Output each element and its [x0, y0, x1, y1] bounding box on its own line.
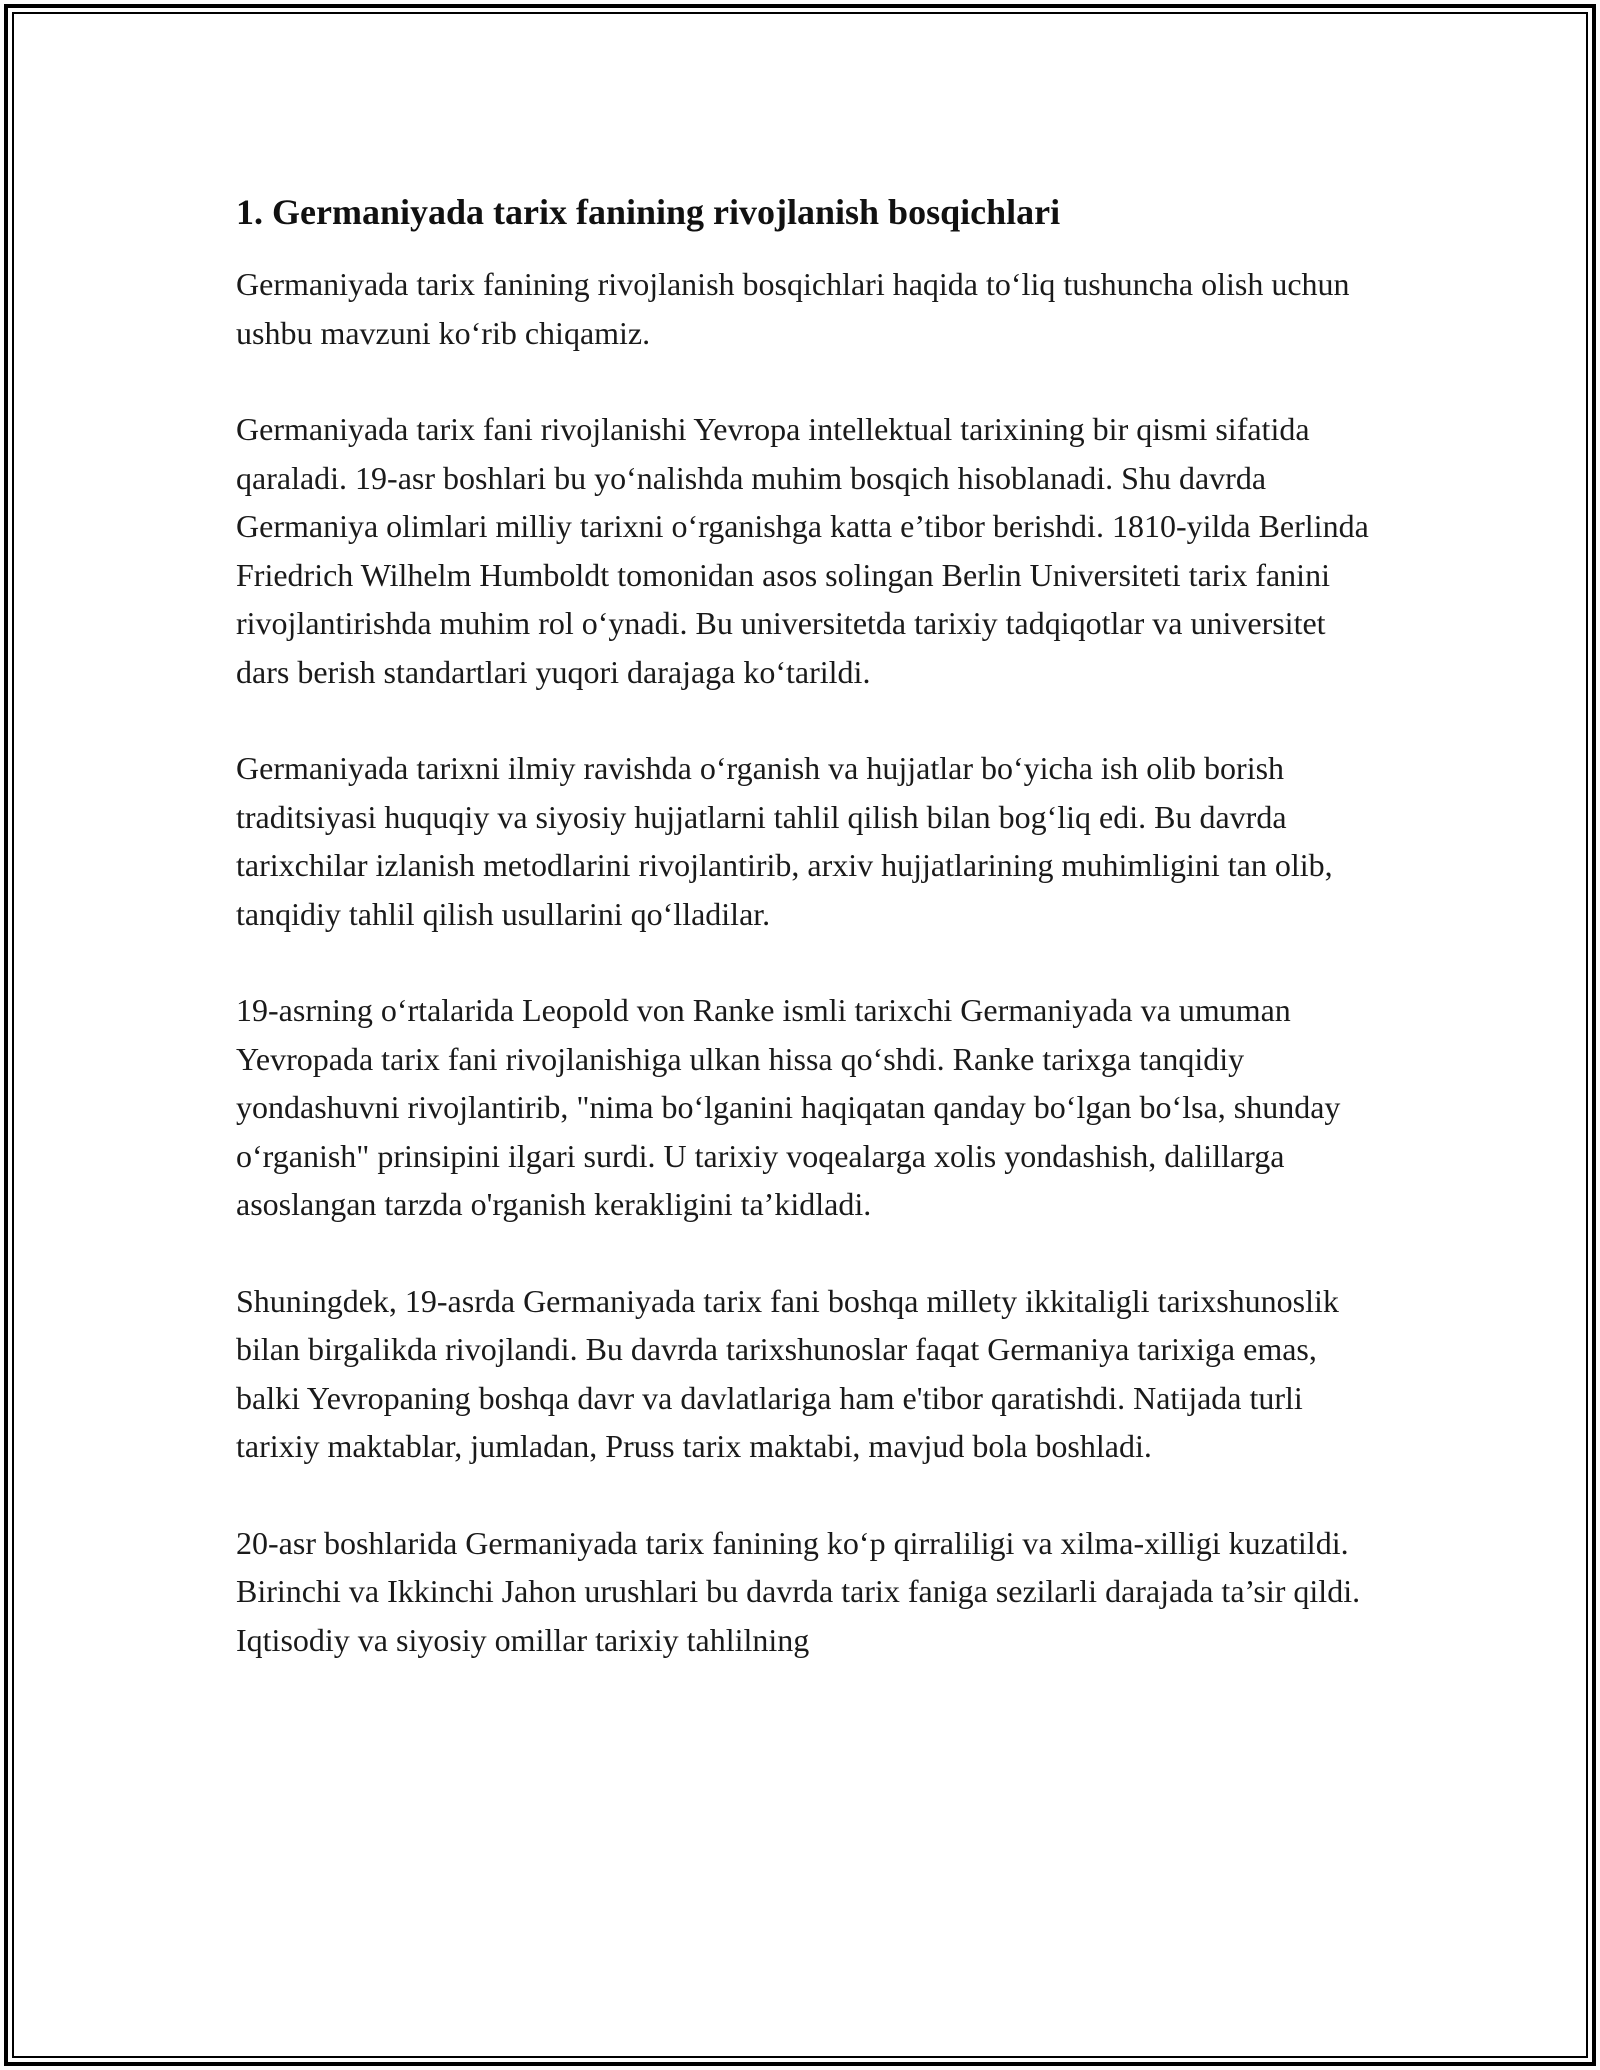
paragraph-intro: Germaniyada tarix fanining rivojlanish bosqichlari haqida to‘liq tushuncha olish uchun ushbu mavzuni ko‘rib chiqamiz.	[236, 266, 1350, 351]
paragraph-20th-century: 20-asr boshlarida Germaniyada tarix fanining ko‘p qirraliligi va xilma-xilligi kuzatildi. Birinchi va Ikkinchi Jahon urushlari bu davrda tarix faniga sezilarli darajada ta’sir qildi. Iqtisodiy va siyosiy omillar tarixiy tahlilning	[236, 1524, 1361, 1658]
paragraph-ranke: 19-asrning o‘rtalarida Leopold von Ranke ismli tarixchi Germaniyada va umuman Yevropada tarix fani rivojlanishiga ulkan hissa qo‘shdi. Ranke tarixga tanqidiy yondashuvni rivojlantirib, "nima bo‘lganini haqiqatan qanday bo‘lgan bo‘lsa, shunday o‘rganish" prinsipini ilgari surdi. U tarixiy voqealarga xolis yondashish, dalillarga asoslangan tarzda o'rganish kerakligini ta’kidladi.	[236, 992, 1341, 1222]
document-body	[236, 186, 1376, 1712]
paragraph-archival-methods: Germaniyada tarixni ilmiy ravishda o‘rganish va hujjatlar bo‘yicha ish olib borish traditsiyasi huquqiy va siyosiy hujjatlarni tahlil qilish bilan bog‘liq edi. Bu davrda tarixchilar izlanish metodlarini rivojlantirib, arxiv hujjatlarining muhimligini tan olib, tanqidiy tahlil qilish usullarini qo‘lladilar.	[236, 750, 1333, 932]
paragraph-19th-century-schools: Shuningdek, 19-asrda Germaniyada tarix fani boshqa millety ikkitaligli tarixshunoslik bilan birgalikda rivojlandi. Bu davrda tarixshunoslar faqat Germaniya tarixiga emas, balki Yevropaning boshqa davr va davlatlariga ham e'tibor qaratishdi. Natijada turli tarixiy maktablar, jumladan, Pruss tarix maktabi, mavjud bola boshladi.	[236, 1282, 1339, 1464]
paragraph-berlin-university: Germaniyada tarix fani rivojlanishi Yevropa intellektual tarixining bir qismi sifatida qaraladi. 19-asr boshlari bu yo‘nalishda muhim bosqich hisoblanadi. Shu davrda Germaniya olimlari milliy tarixni o‘rganishga katta e’tibor berishdi. 1810-yilda Berlinda Friedrich Wilhelm Humboldt tomonidan asos solingan Berlin Universiteti tarix fanini rivojlantirishda muhim rol o‘ynadi. Bu universitetda tarixiy tadqiqotlar va universitet dars berish standartlari yuqori darajaga ko‘tarildi.	[236, 411, 1369, 690]
section-heading: 1. Germaniyada tarix fanining rivojlanish bosqichlari	[236, 192, 1061, 232]
